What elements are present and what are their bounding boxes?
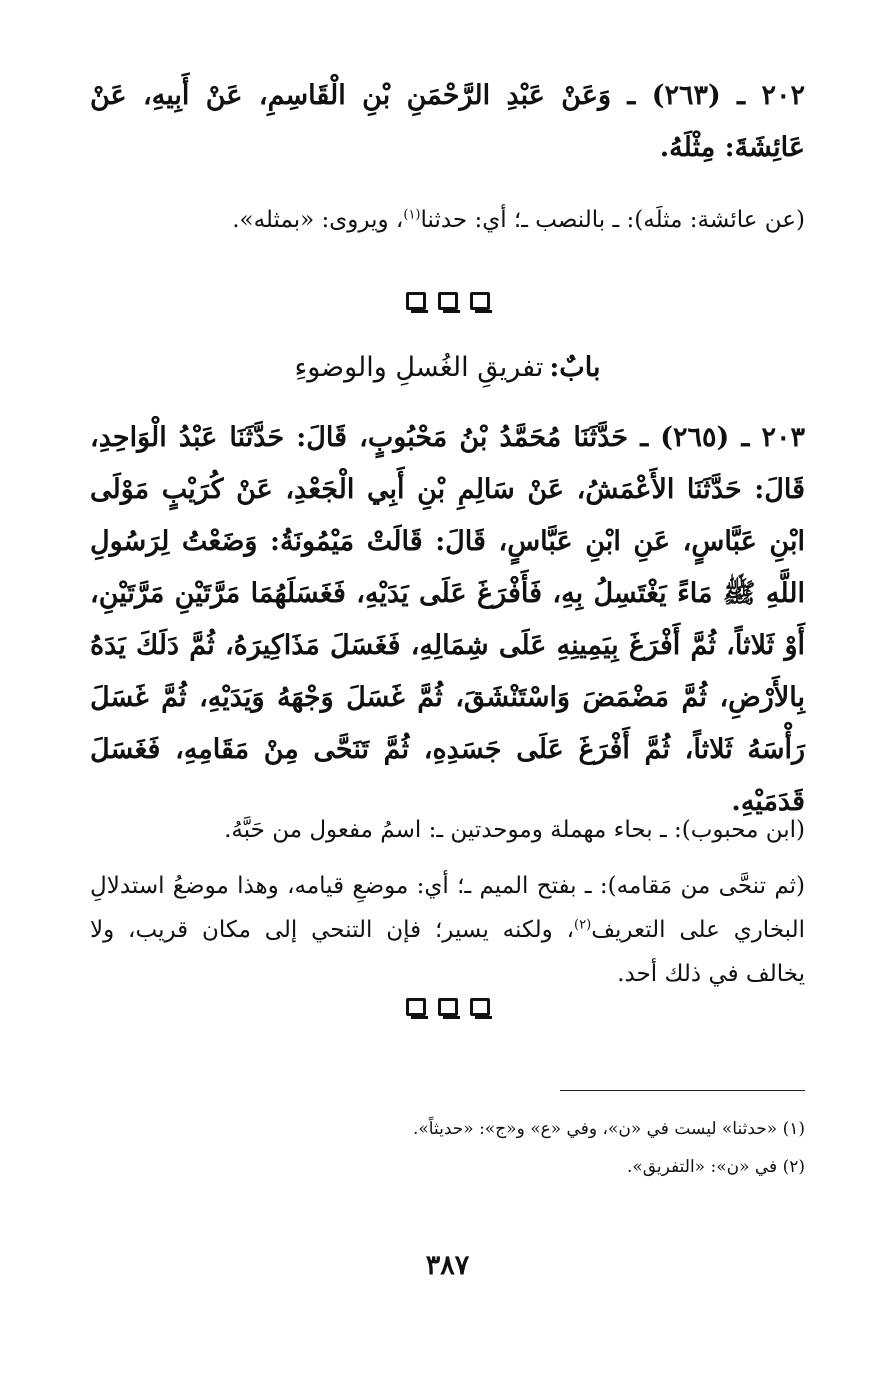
footnote-1: (١) «حدثنا» ليست في «ن»، وفي «ع» و«ج»: «حديثاً».: [413, 1119, 805, 1139]
footnote-ref-1: (١): [403, 207, 421, 223]
commentary-202-text: (عن عائشة: مثلَه): ـ بالنصب ـ؛ أي: حدثنا: [420, 207, 805, 233]
square-ornament-icon: [406, 292, 426, 310]
commentary-203-b-text: (ثم تنحَّى من مَقامه): ـ بفتح الميم ـ؛ أي: موضعِ قيامه، وهذا موضعُ استدلالِ البخاري على التعريف: [90, 873, 805, 943]
commentary-203-b-text-end: ، ولكنه يسير؛ فإن التنحي إلى مكان قريب، ولا يخالف في ذلك أحد.: [90, 917, 805, 987]
commentary-202-text-end: ، ويروى: «بمثله».: [232, 207, 404, 233]
square-ornament-icon: [438, 292, 458, 310]
square-ornament-icon: [406, 998, 426, 1016]
section-separator: [90, 292, 805, 310]
hadith-203: ٢٠٣ ـ (٢٦٥) ـ حَدَّثَنَا مُحَمَّدُ بْنُ مَحْبُوبٍ، قَالَ: حَدَّثَنَا عَبْدُ الْوَاحِدِ، قَالَ: حَدَّثَنَا الأَعْمَشُ، عَنْ سَالِمِ بْنِ أَبِي الْجَعْدِ، عَنْ كُرَيْبٍ مَوْلَى ابْنِ عَبَّاسٍ، عَنِ ابْنِ عَبَّاسٍ، قَالَ: قَالَتْ مَيْمُونَةُ: وَضَعْتُ لِرَسُولِ اللَّهِ ﷺ مَاءً يَغْتَسِلُ بِهِ، فَأَفْرَغَ عَلَى يَدَيْهِ، فَغَسَلَهُمَا مَرَّتَيْنِ مَرَّتَيْنِ، أَوْ ثَلاثاً، ثُمَّ أَفْرَغَ بِيَمِينِهِ عَلَى شِمَالِهِ، فَغَسَلَ مَذَاكِيرَهُ، ثُمَّ دَلَكَ يَدَهُ بِالأَرْضِ، ثُمَّ مَضْمَضَ وَاسْتَنْشَقَ، ثُمَّ غَسَلَ وَجْهَهُ وَيَدَيْهِ، ثُمَّ غَسَلَ رَأْسَهُ ثَلاثاً، ثُمَّ أَفْرَغَ عَلَى جَسَدِهِ، ثُمَّ تَنَحَّى مِنْ مَقَامِهِ، فَغَسَلَ قَدَمَيْهِ.: [90, 422, 805, 817]
commentary-203-b: [90, 864, 805, 996]
page-number: ٣٨٧: [425, 1250, 470, 1281]
book-page: [90, 70, 805, 1339]
square-ornament-icon: [438, 998, 458, 1016]
hadith-202: ٢٠٢ ـ (٢٦٣) ـ وَعَنْ عَبْدِ الرَّحْمَنِ بْنِ الْقَاسِمِ، عَنْ أَبِيهِ، عَنْ عَائِشَةَ: مِثْلَهُ.: [90, 80, 805, 163]
chapter-title: تفريقِ الغُسلِ والوضوءِ: [294, 352, 544, 383]
chapter-keyword: بابٌ:: [549, 352, 601, 383]
square-ornament-icon: [470, 292, 490, 310]
footnote-2: (٢) في «ن»: «التفريق».: [626, 1157, 805, 1177]
commentary-203-a: (ابن محبوب): ـ بحاء مهملة وموحدتين ـ: اسمُ مفعول من حَبَّهُ.: [224, 817, 805, 843]
footnote-divider: [560, 1090, 805, 1091]
commentary-202: [90, 198, 805, 242]
section-separator: [90, 998, 805, 1016]
footnotes: [90, 1110, 805, 1186]
square-ornament-icon: [470, 998, 490, 1016]
footnote-ref-2: (٢): [574, 917, 592, 933]
chapter-heading: [90, 343, 805, 393]
